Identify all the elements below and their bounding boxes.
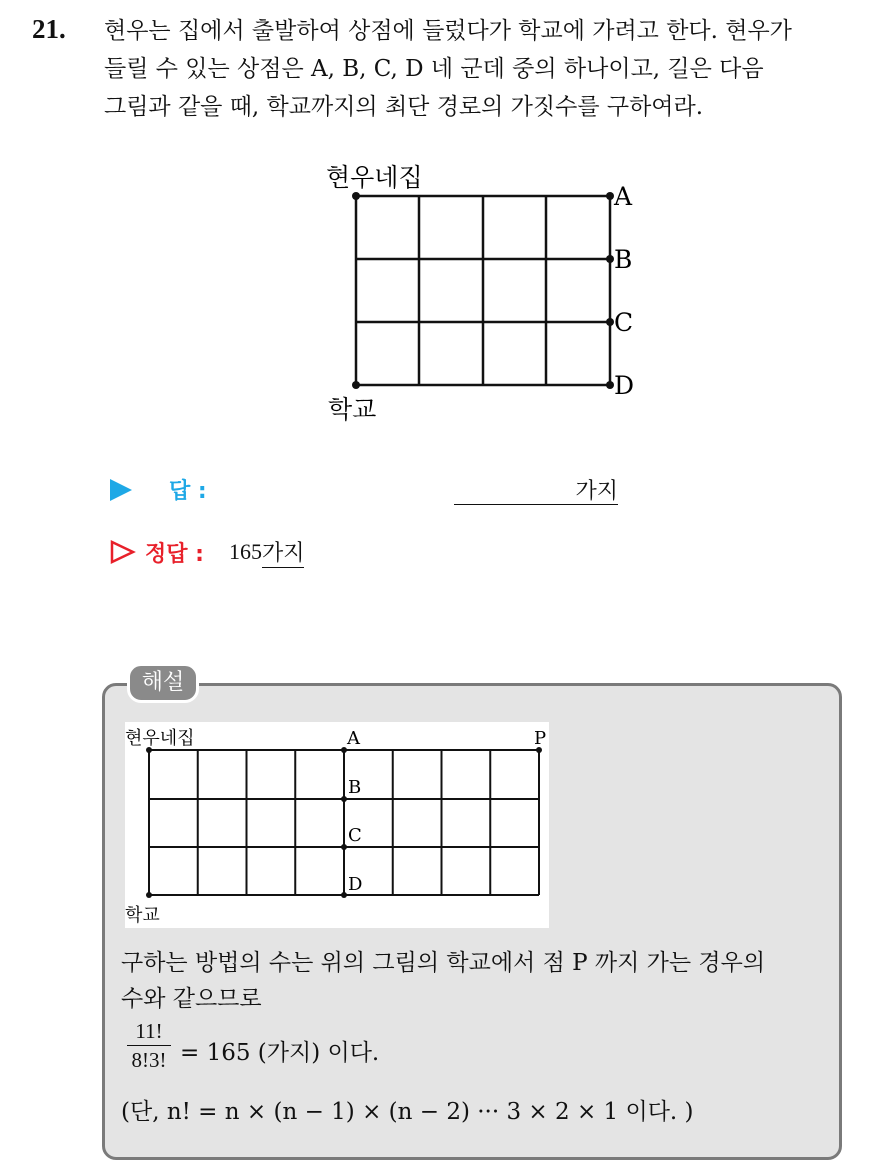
answer-label: 답 : [169,479,207,504]
outline-triangle-icon [110,540,136,564]
exp-store-label-a: A [347,728,360,749]
explanation-line: 구하는 방법의 수는 위의 그림의 학교에서 점 P 까지 가는 경우의 [121,950,766,976]
answer-blank[interactable] [454,474,618,505]
correct-value: 165 [228,539,262,564]
question-line: 들릴 수 있는 상점은 A, B, C, D 네 군데 중의 하나이고, 길은 다음 [104,56,764,82]
question-line: 그림과 같을 때, 학교까지의 최단 경로의 가짓수를 구하여라. [104,94,704,120]
store-d-point [606,381,614,389]
exp-store-b-point [341,796,347,802]
exp-store-d-point [341,892,347,898]
correct-unit: 가지 [262,536,305,568]
store-label-b: B [614,245,633,274]
route-grid-figure [318,150,648,430]
exp-end-point [146,892,152,898]
exp-store-label-b: B [348,777,362,798]
question-text [104,12,864,126]
question-line: 현우는 집에서 출발하여 상점에 들렀다가 학교에 가려고 한다. 현우가 [104,18,792,44]
exp-point-p-label: P [534,728,547,749]
exp-end-label: 학교 [125,905,160,926]
start-label: 현우네집 [326,163,423,192]
correct-label: 정답 : [145,541,204,567]
correct-answer-row [110,536,304,568]
store-label-d: D [614,371,635,400]
fraction-result: = 165 (가지) 이다. [180,1040,380,1066]
question-number: 21. [32,14,66,44]
fraction-numerator: 11! [127,1017,171,1046]
fraction [127,1017,171,1074]
answer-row [110,474,618,506]
explanation-tag: 해설 [127,663,199,703]
end-point [352,381,360,389]
end-label: 학교 [328,395,377,424]
exp-store-c-point [341,844,347,850]
exp-start-label: 현우네집 [125,728,195,749]
answer-unit: 가지 [575,479,618,504]
start-point [352,192,360,200]
fraction-denominator: 8!3! [131,1048,167,1072]
explanation-note: (단, n! = n × (n − 1) × (n − 2) ··· 3 × 2 × 1 이다. ) [121,1099,694,1125]
store-a-point [606,192,614,200]
grid-lines [356,196,610,385]
exp-store-label-c: C [348,825,362,846]
store-b-point [606,255,614,263]
explanation-line: 수와 같으므로 [121,986,262,1012]
explanation-grid-figure [125,722,549,928]
store-label-a: A [614,182,633,211]
play-triangle-icon [110,479,132,501]
store-c-point [606,318,614,326]
exp-store-label-d: D [348,874,363,895]
store-label-c: C [614,308,634,337]
